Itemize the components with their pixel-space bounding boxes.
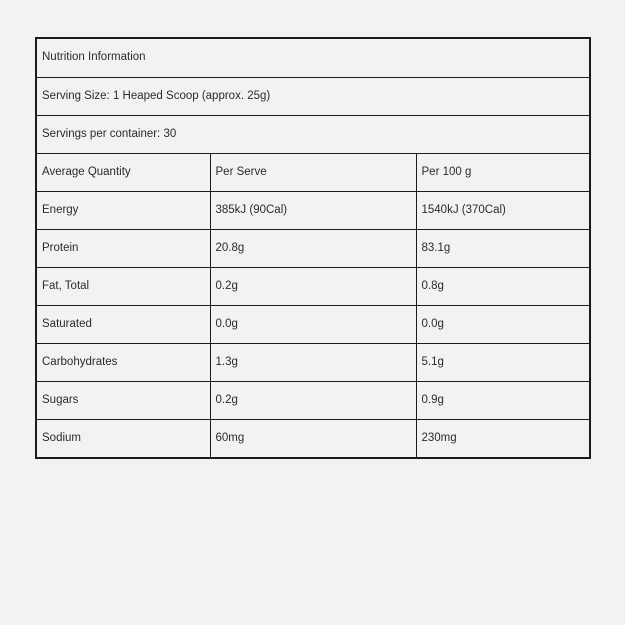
nutrient-label-sub: Sugars	[37, 381, 210, 419]
table-row-title	[37, 39, 589, 77]
nutrient-per-serve: 60mg	[210, 419, 416, 457]
table-row	[37, 305, 589, 343]
table-row	[37, 267, 589, 305]
nutrient-label: Fat, Total	[37, 267, 210, 305]
table-row	[37, 381, 589, 419]
nutrient-per-serve: 0.2g	[210, 381, 416, 419]
nutrient-label: Sodium	[42, 431, 81, 444]
nutrient-per-100g: 0.0g	[416, 305, 589, 343]
nutrient-label: Protein	[37, 229, 210, 267]
panel-title: Nutrition Information	[37, 39, 589, 77]
table-row	[37, 191, 589, 229]
table-row-servings-per-container	[37, 115, 589, 153]
nutrient-label: Energy	[37, 191, 210, 229]
nutrient-per-100g: 5.1g	[416, 343, 589, 381]
nutrient-per-100g: 230mg	[416, 419, 589, 457]
nutrient-per-100g: 1540kJ (370Cal)	[416, 191, 589, 229]
column-header-label: Average Quantity	[37, 153, 210, 191]
nutrient-per-100g: 0.9g	[416, 381, 589, 419]
table-row	[37, 419, 589, 457]
servings-per-container-text: Servings per container: 30	[37, 115, 589, 153]
table-row	[37, 343, 589, 381]
table-row-serving-size	[37, 77, 589, 115]
nutrient-per-serve: 20.8g	[210, 229, 416, 267]
nutrient-per-100g: 0.8g	[416, 267, 589, 305]
nutrient-per-serve: 0.0g	[210, 305, 416, 343]
nutrient-per-serve: 1.3g	[210, 343, 416, 381]
nutrient-label-sub: Saturated	[37, 305, 210, 343]
column-header-per-serve: Per Serve	[210, 153, 416, 191]
table-row	[37, 229, 589, 267]
nutrition-table	[37, 39, 589, 457]
nutrient-per-serve: 0.2g	[210, 267, 416, 305]
nutrition-table-body	[37, 39, 589, 457]
serving-size-text: Serving Size: 1 Heaped Scoop (approx. 25g)	[37, 77, 589, 115]
nutrient-per-serve: 385kJ (90Cal)	[210, 191, 416, 229]
table-header-row	[37, 153, 589, 191]
nutrient-label: Carbohydrates	[37, 343, 210, 381]
nutrition-information-panel	[35, 37, 591, 459]
nutrient-per-100g: 83.1g	[416, 229, 589, 267]
column-header-per-100g: Per 100 g	[416, 153, 589, 191]
